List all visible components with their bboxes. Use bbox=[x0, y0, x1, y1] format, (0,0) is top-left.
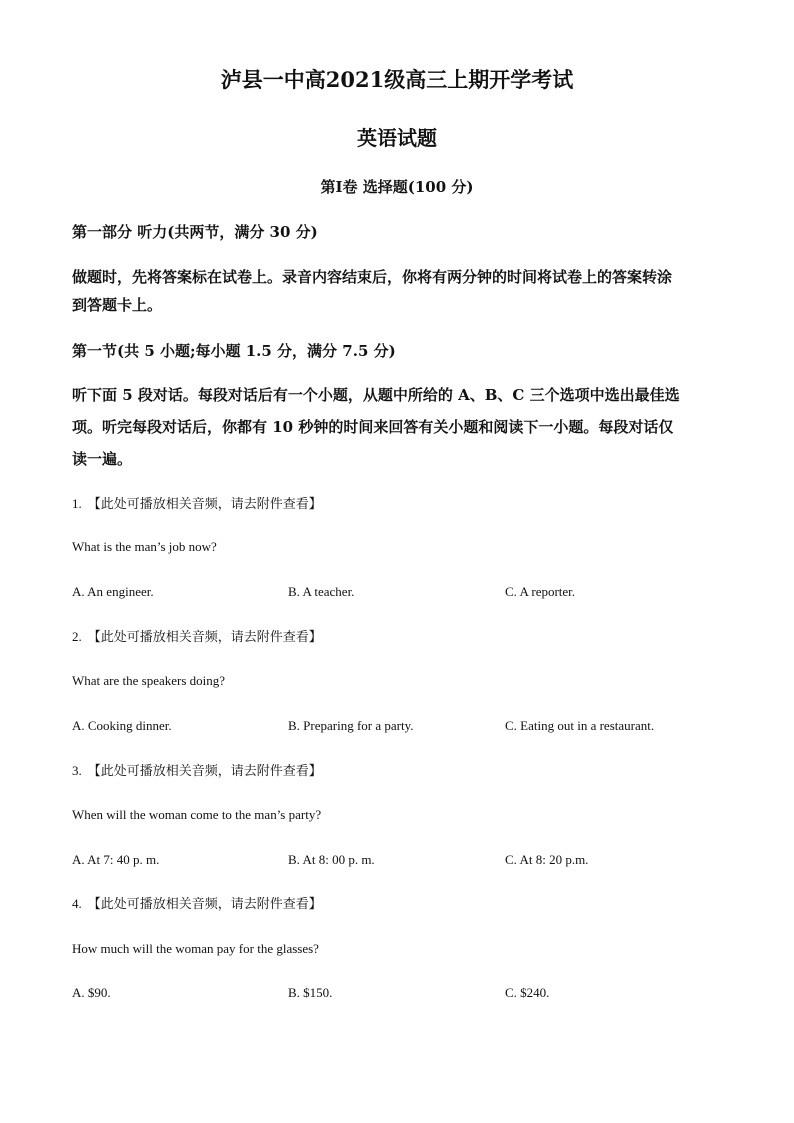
option-b: B. $150. bbox=[288, 985, 333, 1000]
options-row bbox=[72, 984, 722, 1002]
options-row bbox=[72, 583, 722, 601]
question-text: How much will the woman pay for the glasses? bbox=[72, 941, 319, 956]
question-text: When will the woman come to the man’s party? bbox=[72, 807, 322, 822]
option-c: C. $240. bbox=[505, 985, 550, 1000]
part1-instruction-line2: 到答题卡上。 bbox=[72, 296, 163, 314]
option-a: A. At 7: 40 p. m. bbox=[72, 852, 160, 867]
part1-heading: 第一部分 听力(共两节，满分 30 分) bbox=[72, 223, 318, 241]
question-audio-line bbox=[72, 895, 322, 913]
option-a: A. An engineer. bbox=[72, 584, 154, 599]
question-number: 3. bbox=[72, 763, 82, 778]
option-a: A. $90. bbox=[72, 985, 111, 1000]
option-c: C. Eating out in a restaurant. bbox=[505, 718, 655, 733]
volume-heading: 第I卷 选择题(100 分) bbox=[320, 178, 474, 196]
audio-placeholder: 【此处可播放相关音频，请去附件查看】 bbox=[87, 896, 322, 911]
section1-instruction-line3: 读一遍。 bbox=[72, 450, 133, 468]
option-c: C. At 8: 20 p.m. bbox=[505, 852, 589, 867]
question-text: What is the man’s job now? bbox=[72, 539, 217, 554]
part1-instruction-line1: 做题时，先将答案标在试卷上。录音内容结束后，你将有两分钟的时间将试卷上的答案转涂 bbox=[72, 268, 673, 286]
option-b: B. A teacher. bbox=[288, 584, 355, 599]
question-number: 2. bbox=[72, 629, 82, 644]
audio-placeholder: 【此处可播放相关音频，请去附件查看】 bbox=[87, 496, 322, 511]
audio-placeholder: 【此处可播放相关音频，请去附件查看】 bbox=[87, 763, 322, 778]
question-audio-line bbox=[72, 762, 322, 780]
question-number: 4. bbox=[72, 896, 82, 911]
question-text: What are the speakers doing? bbox=[72, 673, 226, 688]
question-audio-line bbox=[72, 628, 322, 646]
question-number: 1. bbox=[72, 496, 82, 511]
option-c: C. A reporter. bbox=[505, 584, 576, 599]
option-b: B. At 8: 00 p. m. bbox=[288, 852, 375, 867]
section1-heading: 第一节(共 5 小题;每小题 1.5 分，满分 7.5 分) bbox=[72, 342, 396, 360]
options-row bbox=[72, 851, 722, 869]
subject-title: 英语试题 bbox=[357, 126, 437, 150]
question-audio-line bbox=[72, 495, 322, 513]
option-a: A. Cooking dinner. bbox=[72, 718, 172, 733]
audio-placeholder: 【此处可播放相关音频，请去附件查看】 bbox=[87, 629, 322, 644]
exam-title: 泸县一中高2021级高三上期开学考试 bbox=[220, 67, 574, 92]
options-row bbox=[72, 717, 722, 735]
section1-instruction-line2: 项。听完每段对话后，你都有 10 秒钟的时间来回答有关小题和阅读下一小题。每段对话仅 bbox=[72, 418, 674, 436]
section1-instruction-line1: 听下面 5 段对话。每段对话后有一个小题，从题中所给的 A、B、C 三个选项中选出最佳选 bbox=[72, 386, 680, 404]
option-b: B. Preparing for a party. bbox=[288, 718, 414, 733]
